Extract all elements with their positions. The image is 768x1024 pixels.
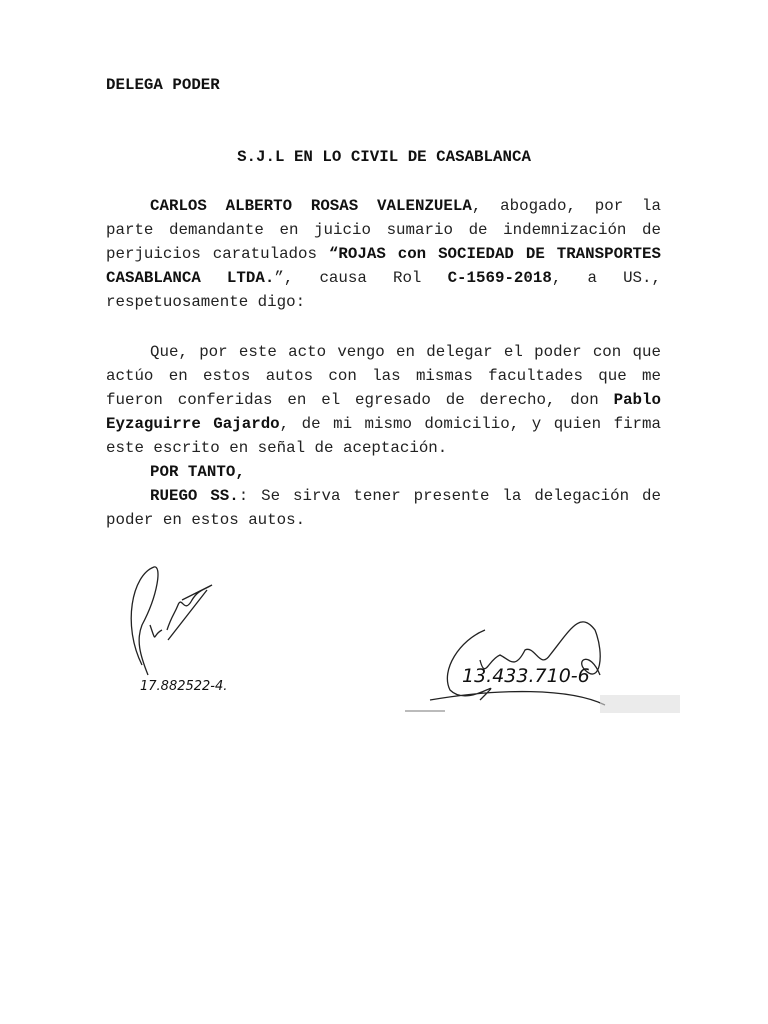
petition-line: RUEGO SS.: Se sirva tener presente la delegación de: [150, 487, 661, 505]
text-line: Que, por este acto vengo en delegar el poder con que: [150, 343, 661, 361]
text-line: actúo en estos autos con las mismas facultades que me: [106, 367, 661, 385]
signature-left-id: 17.882522-4.: [140, 679, 228, 694]
text-line: perjuicios caratulados “ROJAS con SOCIEDAD DE TRANSPORTES: [106, 245, 661, 263]
document-heading: DELEGA PODER: [106, 76, 220, 94]
text-line: fueron conferidas en el egresado de derecho, don Pablo: [106, 391, 661, 409]
text-line: este escrito en señal de aceptación.: [106, 439, 448, 457]
text-line: CASABLANCA LTDA.”, causa Rol C-1569-2018, a US.,: [106, 269, 661, 287]
petition-line: poder en estos autos.: [106, 511, 306, 529]
text-line: parte demandante en juicio sumario de indemnización de: [106, 221, 661, 239]
signature-right-id: 13.433.710-6: [462, 665, 590, 687]
por-tanto: POR TANTO,: [150, 463, 245, 481]
signature-left: [112, 545, 262, 715]
text-line: CARLOS ALBERTO ROSAS VALENZUELA, abogado, por la: [150, 197, 661, 215]
signature-right-scribble: [400, 560, 685, 720]
text-line: respetuosamente digo:: [106, 293, 306, 311]
signature-right: [400, 560, 685, 720]
addressee: S.J.L EN LO CIVIL DE CASABLANCA: [237, 148, 531, 166]
text-line: Eyzaguirre Gajardo, de mi mismo domicilio, y quien firma: [106, 415, 661, 433]
